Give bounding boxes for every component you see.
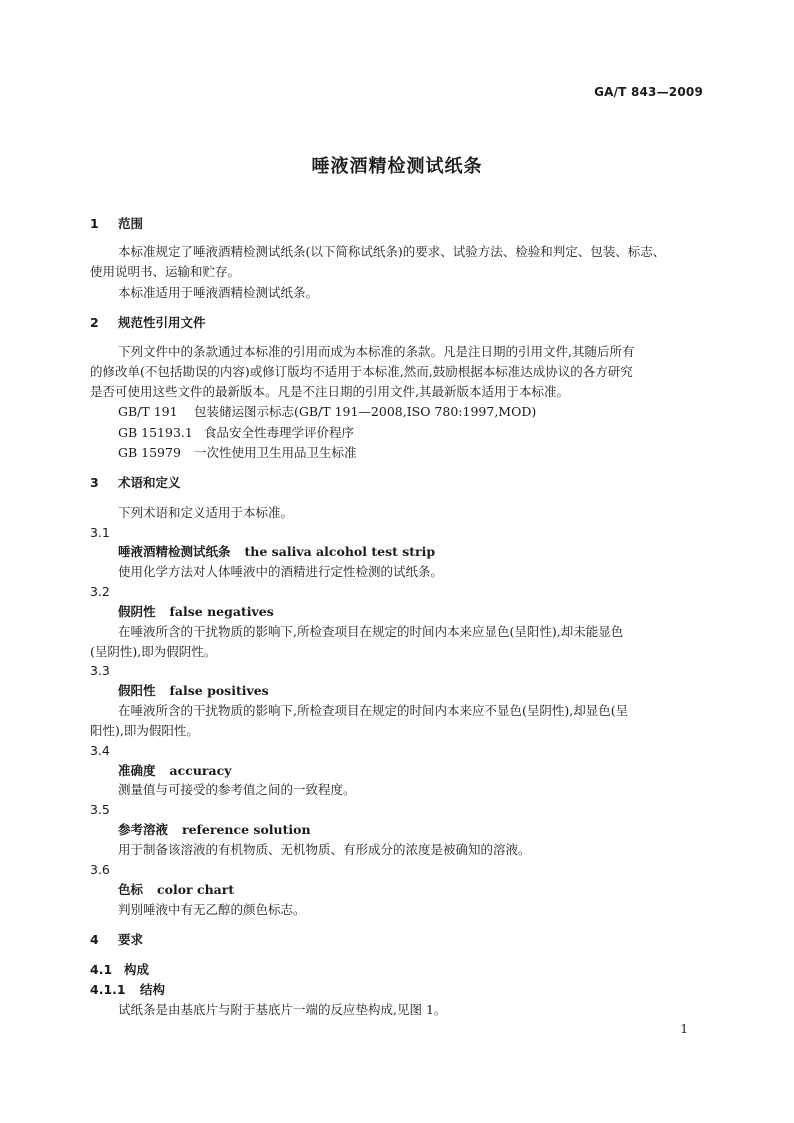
term-entry [118,820,311,840]
reference-code: GB 15193.1 [118,425,193,440]
term-chinese: 色标 [118,882,144,897]
term-chinese: 准确度 [118,763,156,778]
standard-code: GA/T 843—2009 [594,85,703,99]
term-definition: 用于制备该溶液的有机物质、无机物质、有形成分的浓度是被确知的溶液。 [118,842,531,857]
section-title: 范围 [118,216,144,231]
reference-item [118,423,354,443]
term-entry [118,542,435,562]
term-entry [118,880,234,900]
clause-number: 3.1 [90,525,110,540]
clause-number: 3.3 [90,663,110,678]
paragraph-line: 的修改单(不包括勘误的内容)或修订版均不适用于本标准,然而,鼓励根据本标准达成协议的各方研究 [90,364,633,379]
paragraph-line: 下列术语和定义适用于本标准。 [118,505,294,520]
term-entry [118,602,274,622]
term-chinese: 参考溶液 [118,822,169,837]
term-entry [118,761,232,781]
section-3-heading [90,473,181,493]
section-title: 规范性引用文件 [118,315,206,330]
reference-code: GB 15979 [118,445,181,460]
subsection-number: 4.1 [90,962,113,977]
clause-number: 3.6 [90,862,110,877]
term-definition: 使用化学方法对人体唾液中的酒精进行定性检测的试纸条。 [118,564,444,579]
section-title: 术语和定义 [118,475,181,490]
subsection-4-1-heading [90,960,149,980]
term-definition: 在唾液所含的干扰物质的影响下,所检查项目在规定的时间内本来应不显色(呈阴性),却显色(呈 [118,703,629,718]
paragraph-line: 是否可使用这些文件的最新版本。凡是不注日期的引用文件,其最新版本适用于本标准。 [90,384,569,399]
reference-title: 包装储运图示标志(GB/T 191—2008,ISO 780:1997,MOD) [194,404,537,419]
reference-item [118,402,536,422]
term-entry [118,681,269,701]
term-english: color chart [157,882,235,897]
term-definition: 测量值与可接受的参考值之间的一致程度。 [118,782,356,797]
reference-code: GB/T 191 [118,404,178,419]
section-number: 1 [90,216,99,231]
clause-number: 3.4 [90,743,110,758]
term-chinese: 唾液酒精检测试纸条 [118,544,231,559]
section-number: 3 [90,475,99,490]
subsection-title: 构成 [124,962,150,977]
section-4-heading [90,930,143,950]
term-definition: 阳性),即为假阳性。 [90,723,199,738]
reference-item [118,443,357,463]
subsection-number: 4.1.1 [90,982,126,997]
paragraph-line: 本标准规定了唾液酒精检测试纸条(以下简称试纸条)的要求、试验方法、检验和判定、包装、标志、 [118,244,666,259]
term-english: false negatives [169,604,274,619]
term-definition: (呈阴性),即为假阴性。 [90,644,217,659]
page-title: 唾液酒精检测试纸条 [311,156,483,177]
term-chinese: 假阴性 [118,604,156,619]
clause-number: 3.2 [90,584,110,599]
term-english: reference solution [182,822,311,837]
section-title: 要求 [118,932,144,947]
term-definition: 判别唾液中有无乙醇的颜色标志。 [118,902,306,917]
paragraph-line: 试纸条是由基底片与附于基底片一端的反应垫构成,见图 1。 [118,1002,447,1017]
section-1-heading [90,214,143,234]
term-chinese: 假阳性 [118,683,156,698]
term-english: the saliva alcohol test strip [244,544,436,559]
section-number: 2 [90,315,99,330]
paragraph-line: 使用说明书、运输和贮存。 [90,264,241,279]
page-number: 1 [680,1022,688,1036]
reference-title: 一次性使用卫生用品卫生标准 [194,445,357,460]
subsection-4-1-1-heading [90,980,165,1000]
term-definition: 在唾液所含的干扰物质的影响下,所检查项目在规定的时间内本来应显色(呈阳性),却未能显色 [118,624,624,639]
section-2-heading [90,313,206,333]
paragraph-line: 下列文件中的条款通过本标准的引用而成为本标准的条款。凡是注日期的引用文件,其随后所有 [118,344,635,359]
term-english: accuracy [169,763,232,778]
subsection-title: 结构 [140,982,166,997]
clause-number: 3.5 [90,802,110,817]
reference-title: 食品安全性毒理学评价程序 [204,425,355,440]
term-english: false positives [169,683,269,698]
section-number: 4 [90,932,99,947]
paragraph-line: 本标准适用于唾液酒精检测试纸条。 [118,285,319,300]
